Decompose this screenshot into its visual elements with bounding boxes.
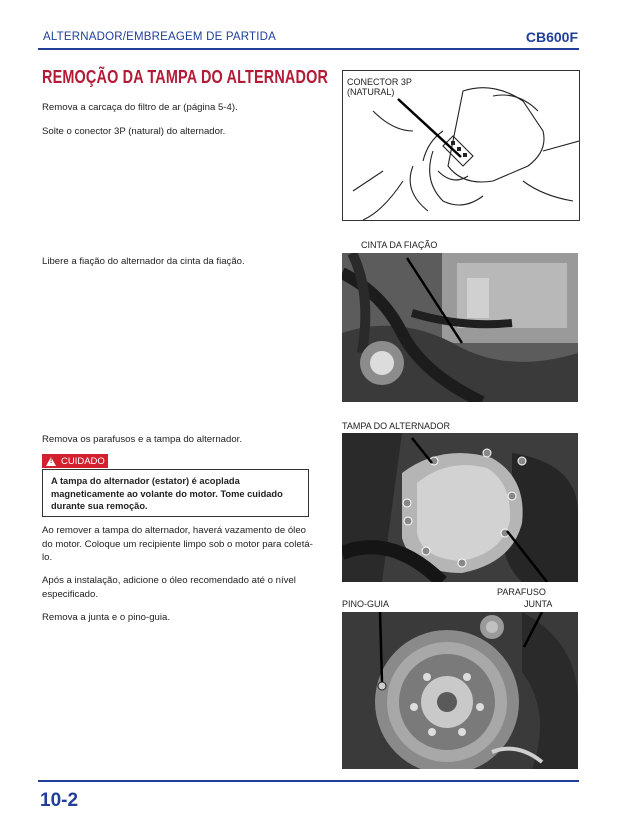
step-release-wiring: Libere a fiação do alternador da cinta da fiação. [42, 256, 245, 267]
section-header: ALTERNADOR/EMBREAGEM DE PARTIDA [43, 31, 277, 43]
label-gasket: JUNTA [524, 599, 553, 609]
step-disconnect-connector: Solte o conector 3P (natural) do alternador. [42, 126, 226, 137]
label-bolt: PARAFUSO [497, 587, 546, 597]
page-number: 10-2 [40, 790, 79, 811]
warning-icon: ! [46, 457, 56, 466]
label-harness-band: CINTA DA FIAÇÃO [361, 240, 438, 250]
label-connector-line1: CONECTOR 3P [347, 77, 412, 87]
warning-tag-label: CUIDADO [61, 455, 105, 467]
step-remove-cover: Remova os parafusos e a tampa do alternador. [42, 434, 242, 445]
warning-tag [42, 454, 108, 468]
step-remove-air-filter: Remova a carcaça do filtro de ar (página 5-4). [42, 102, 238, 113]
label-alternator-cover: TAMPA DO ALTERNADOR [342, 421, 451, 431]
photo-alternator-cover [342, 433, 578, 582]
warning-box: A tampa do alternador (estator) é acoplada magneticamente ao volante do motor. Tome cuidado durante sua remoção. [42, 469, 309, 517]
header-rule [38, 48, 579, 50]
photo-flywheel [342, 612, 578, 769]
page-title: REMOÇÃO DA TAMPA DO ALTERNADOR [42, 66, 329, 87]
label-connector-line2: (NATURAL) [347, 87, 395, 97]
note-oil-leak: Ao remover a tampa do alternador, haverá vazamento de óleo do motor. Coloque um recipiente limpo sob o motor para coletá-lo. [42, 525, 313, 563]
photo-wiring-band [342, 253, 578, 402]
model-header: CB600F [525, 29, 578, 45]
note-oil-refill: Após a instalação, adicione o óleo recomendado até o nível especificado. [42, 575, 296, 600]
step-remove-gasket: Remova a junta e o pino-guia. [42, 612, 170, 623]
label-dowel-pin: PINO-GUIA [342, 599, 390, 609]
footer-rule [38, 780, 579, 782]
